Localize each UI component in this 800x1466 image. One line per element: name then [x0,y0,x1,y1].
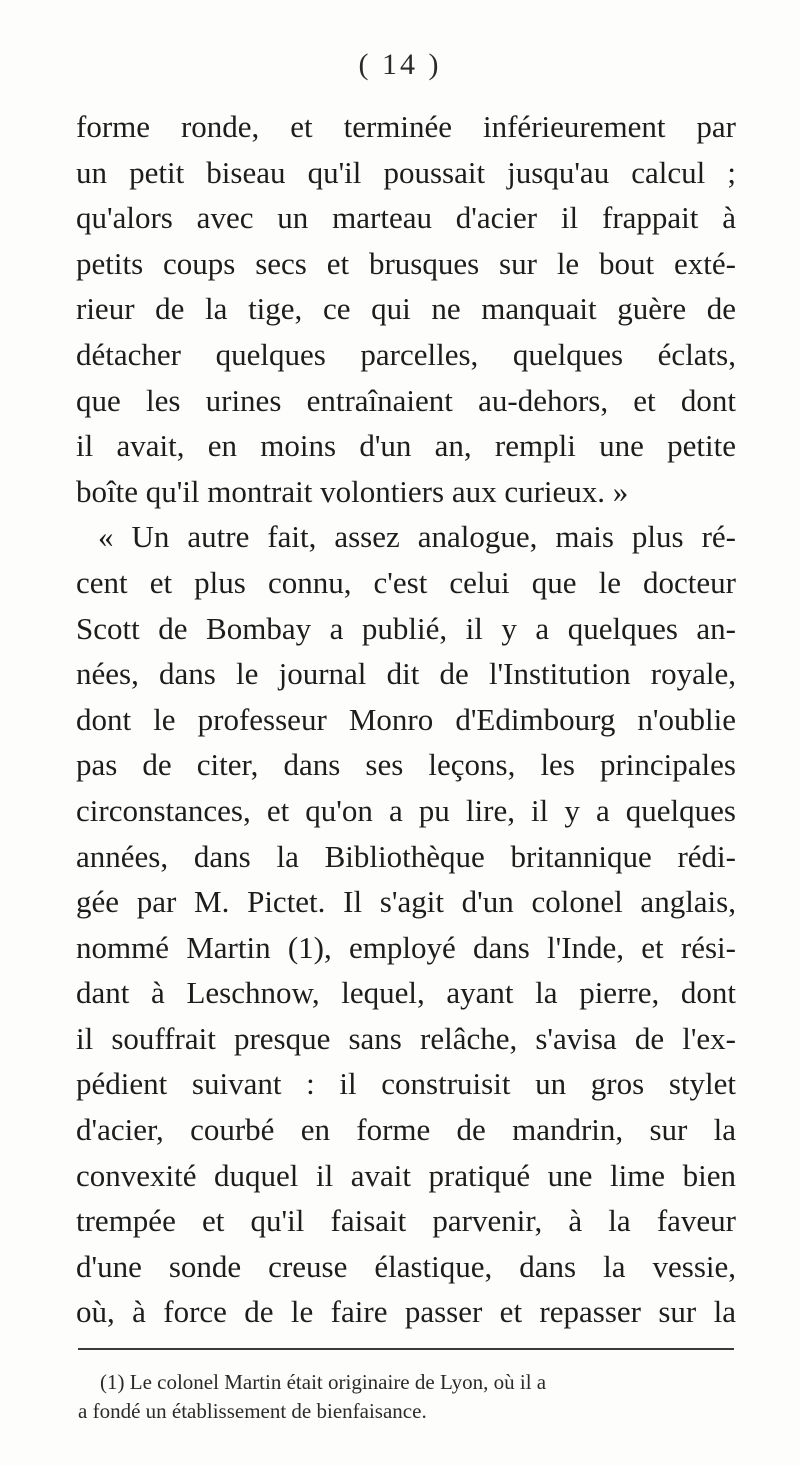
footnote-line: (1) Le colonel Martin était originaire de Lyon, où il a [100,1370,547,1394]
text-line: petits coups secs et brusques sur le bout exté- [76,245,736,281]
text-line: années, dans la Bibliothèque britannique rédi- [76,838,736,874]
page-number: ( 14 ) [358,48,442,81]
text-line: il souffrait presque sans relâche, s'avisa de l'ex- [76,1020,736,1056]
footnote-line: a fondé un établissement de bienfaisance. [78,1399,427,1423]
text-line: circonstances, et qu'on a pu lire, il y a quelques [76,792,736,828]
text-line: d'acier, courbé en forme de mandrin, sur la [76,1112,736,1148]
text-line: « Un autre fait, assez analogue, mais plus ré- [98,519,736,555]
text-line: nommé Martin (1), employé dans l'Inde, et rési- [76,929,736,965]
text-line: qu'alors avec un marteau d'acier il frappait à [76,200,736,236]
text-line: boîte qu'il montrait volontiers aux curieux. » [76,473,629,509]
text-line: gée par M. Pictet. Il s'agit d'un colonel anglais, [76,884,736,920]
footnote [78,1368,738,1426]
text-line: dant à Leschnow, lequel, ayant la pierre, dont [76,975,736,1011]
body-text [76,104,736,1335]
text-line: d'une sonde creuse élastique, dans la vessie, [76,1248,736,1284]
footnote-divider [78,1348,734,1350]
text-line: que les urines entraînaient au-dehors, et dont [76,382,736,418]
text-line: détacher quelques parcelles, quelques éclats, [76,336,736,372]
text-line: pas de citer, dans ses leçons, les principales [76,747,736,783]
text-line: il avait, en moins d'un an, rempli une petite [76,428,736,464]
text-line: un petit biseau qu'il poussait jusqu'au calcul ; [76,154,736,190]
text-line: Scott de Bombay a publié, il y a quelques an- [76,610,736,646]
text-line: dont le professeur Monro d'Edimbourg n'oublie [76,701,736,737]
text-line: rieur de la tige, ce qui ne manquait guère de [76,291,736,327]
text-line: trempée et qu'il faisait parvenir, à la faveur [76,1203,736,1239]
text-line: convexité duquel il avait pratiqué une lime bien [76,1157,736,1193]
text-line: pédient suivant : il construisit un gros stylet [76,1066,736,1102]
text-line: nées, dans le journal dit de l'Institution royale, [76,656,736,692]
text-line: forme ronde, et terminée inférieurement par [76,109,736,144]
text-line: cent et plus connu, c'est celui que le docteur [76,564,736,600]
text-line: où, à force de le faire passer et repasser sur la [76,1294,736,1330]
